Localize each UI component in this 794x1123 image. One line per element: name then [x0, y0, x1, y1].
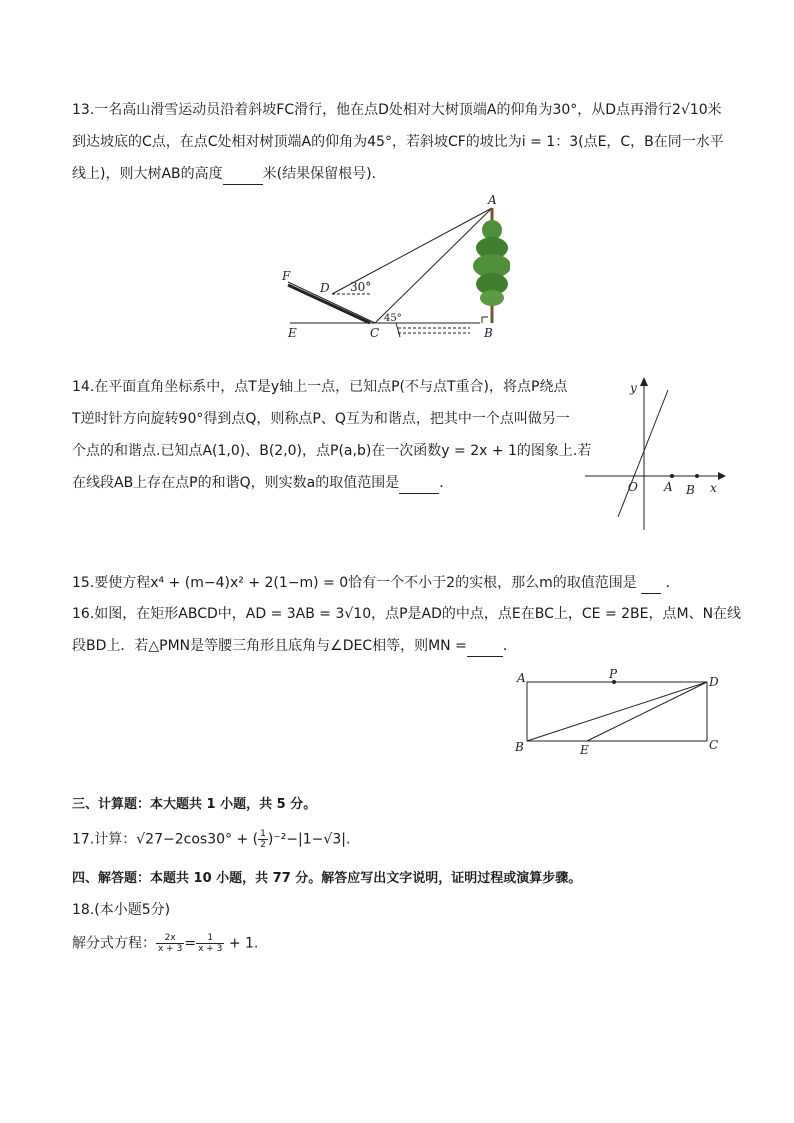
q17-suffix: )⁻²−|1−√3|.: [267, 831, 351, 848]
section-4-heading: 四、解答题：本题共 10 小题，共 77 分。解答应写出文字说明，证明过程或演算步骤。: [72, 871, 582, 886]
label-E: E: [288, 326, 297, 340]
q16-line-2: [72, 636, 517, 657]
answer-blank-16: [467, 636, 503, 657]
answer-blank-15: [641, 573, 661, 594]
q14-line-4: [72, 473, 453, 494]
rect-label-E: E: [580, 743, 589, 757]
q17-prefix: 17.计算：√27−2cos30° + (: [72, 831, 259, 848]
q14-line-4-text: 在线段AB上存在点P的和谐Q，则实数a的取值范围是: [72, 475, 400, 491]
q17-fraction: [258, 829, 268, 850]
rect-label-B: B: [515, 740, 524, 754]
q15-line: [72, 573, 680, 594]
q18-equation-line: [72, 933, 258, 954]
q16-line-2-text: 段BD上．若△PMN是等腰三角形且底角与∠DEC相等，则MN =: [72, 638, 467, 654]
angle-label-d: 30°: [350, 280, 372, 294]
label-F: F: [282, 269, 291, 283]
q13-line-3-text: 线上)，则大树AB的高度: [72, 166, 223, 182]
q17-frac-den: 2: [260, 840, 266, 850]
q14-line-4-end: ．: [439, 475, 454, 491]
q18-rhs-fraction: [196, 933, 224, 954]
q18-lhs-fraction: [156, 933, 184, 954]
q18-rhs-num: 1: [196, 933, 224, 944]
label-A: A: [488, 193, 497, 207]
label-B: B: [484, 326, 493, 340]
q13-figure: [270, 190, 510, 345]
q18-heading: 18.(本小题5分): [72, 902, 171, 918]
point-label-A: A: [664, 480, 673, 494]
rect-label-P: P: [609, 668, 618, 681]
q18-lhs-num: 2x: [156, 933, 184, 944]
q16-line-1: 16.如图，在矩形ABCD中，AD = 3AB = 3√10，点P是AD的中点，点E在BC上，CE = 2BE，点M、N在线: [72, 606, 742, 622]
q13-line-3: [72, 164, 386, 185]
answer-blank-14: [399, 473, 439, 494]
q14-line-3: 个点的和谐点.已知点A(1,0)、B(2,0)，点P(a,b)在一次函数y = 2x + 1的图象上.若: [72, 443, 592, 459]
rect-label-D: D: [709, 675, 719, 689]
q18-rhs-den: x + 3: [198, 944, 223, 954]
q14-figure: [580, 372, 730, 537]
axis-label-y: y: [630, 381, 637, 395]
q13-line-3-end: 米(结果保留根号)．: [262, 166, 386, 182]
rect-label-C: C: [709, 738, 719, 752]
axis-label-x: x: [710, 481, 717, 495]
q18-prefix: 解分式方程：: [72, 935, 156, 952]
label-D: D: [320, 281, 330, 295]
q18-lhs-den: x + 3: [158, 944, 183, 954]
q16-line-2-end: ．: [502, 638, 517, 654]
q14-line-1: 14.在平面直角坐标系中，点T是y轴上一点，已知点P(不与点T重合)，将点P绕点: [72, 379, 568, 395]
rect-label-A: A: [517, 671, 526, 685]
q15-end: ．: [665, 575, 680, 591]
q17-frac-num: 1: [260, 829, 266, 839]
q14-line-2: T逆时针方向旋转90°得到点Q，则称点P、Q互为和谐点，把其中一个点叫做另一: [72, 411, 570, 427]
q17-line: [72, 829, 350, 850]
q18-tail: + 1.: [228, 935, 259, 952]
q18-equals: =: [184, 935, 197, 952]
q15-text: 15.要使方程x⁴ + (m−4)x² + 2(1−m) = 0恰有一个不小于2的实根，那么m的取值范围是: [72, 575, 637, 591]
section-3-heading: 三、计算题：本大题共 1 小题，共 5 分。: [72, 797, 317, 812]
q16-figure: [510, 668, 732, 760]
angle-label-c: 45°: [384, 313, 402, 324]
q13-line-1: 13.一名高山滑雪运动员沿着斜坡FC滑行，他在点D处相对大树顶端A的仰角为30°，从D点再滑行2√10米: [72, 102, 722, 118]
origin-label: O: [628, 480, 638, 494]
label-C: C: [370, 326, 380, 340]
answer-blank-13: [223, 164, 263, 185]
q13-line-2: 到达坡底的C点，在点C处相对树顶端A的仰角为45°，若斜坡CF的坡比为i = 1：3(点E，C，B在同一水平: [72, 134, 724, 150]
point-label-B: B: [686, 483, 695, 497]
tree-icon: [473, 220, 510, 306]
